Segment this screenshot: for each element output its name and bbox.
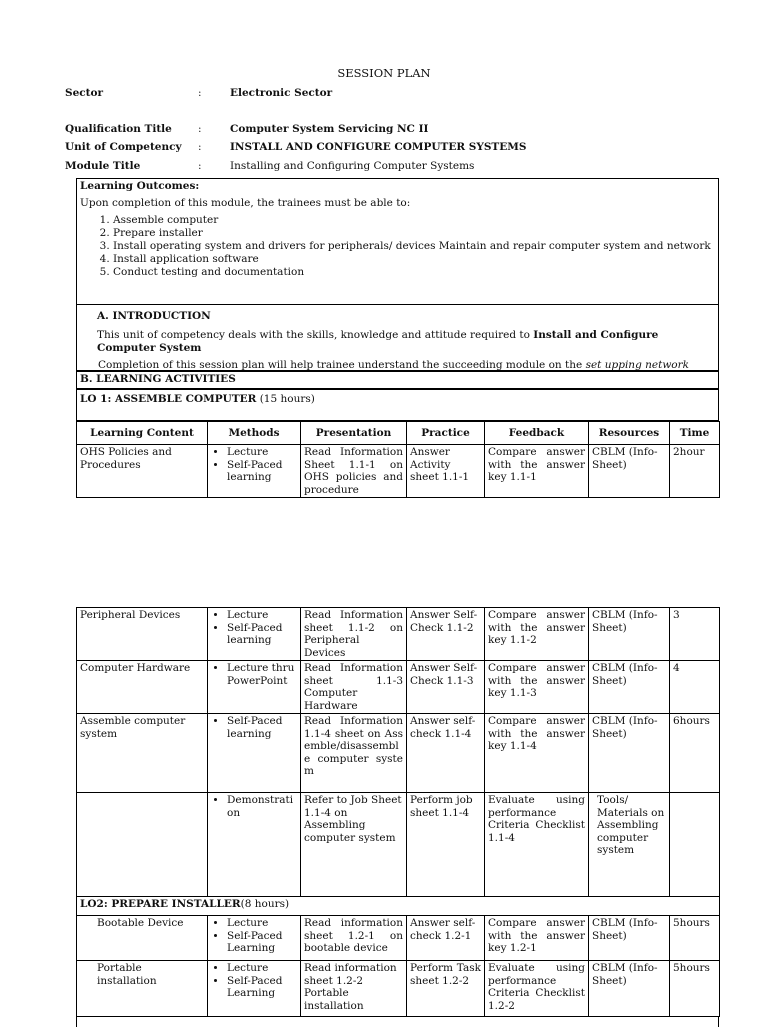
introduction-body-2 [98,359,689,371]
meta-value: Installing and Configuring Computer Systems [230,160,475,172]
cell-resources: CBLM (Info-Sheet) [589,445,670,498]
cell-methods [208,608,301,661]
page-title: SESSION PLAN [337,66,431,80]
cell-methods [208,661,301,714]
meta-colon: : [198,123,202,135]
cell-practice: Answer Self-Check 1.1-2 [407,608,485,661]
table-row [77,661,720,714]
outcome-item: 3. Install operating system and drivers for peripherals/ devices Maintain and repair computer system and network [113,240,711,253]
cell-resources: CBLM (Info-Sheet) [589,608,670,661]
cell-presentation: Read Information1.1-4 sheet on Assemble/disassemble computer system [301,714,407,793]
cell-time: 5hours [670,916,720,961]
cell-time [670,793,720,897]
cell-feedback: Evaluate using performance Criteria Checklist 1.2-2 [485,961,589,1017]
cell-methods [208,961,301,1017]
method-item: • Self-Paced learning [227,459,297,484]
cell-content: Portable installation [77,961,208,1017]
outcome-item: 4. Install application software [113,253,711,266]
introduction-italic: set upping network [585,359,690,371]
column-header: Feedback [485,422,589,445]
table-continuation [76,1017,719,1027]
cell-content: Computer Hardware [77,661,208,714]
cell-practice: Perform Task sheet 1.2-2 [407,961,485,1017]
cell-content: Assemble computer system [77,714,208,793]
learning-activities-heading: B. LEARNING ACTIVITIES [80,373,236,385]
cell-time: 4 [670,661,720,714]
cell-methods [208,916,301,961]
cell-presentation: Read Information Sheet 1.1-1 on OHS policies and procedure [301,445,407,498]
meta-label: Qualification Title [65,123,172,135]
outcome-item: 2. Prepare installer [113,227,711,240]
column-header: Methods [208,422,301,445]
lo1-hours: (15 hours) [256,393,315,405]
lo2-hours: (8 hours) [240,898,290,910]
cell-practice: Perform job sheet 1.1-4 [407,793,485,897]
method-item: • Self-Paced Learning [227,930,297,955]
cell-practice: Answer self-check 1.1-4 [407,714,485,793]
method-item: • Lecture [227,609,297,622]
lo2-label: LO2: PREPARE INSTALLER [80,898,241,910]
table-row [77,714,720,793]
table-row [77,793,720,897]
lo1-header [76,389,719,421]
meta-value: Electronic Sector [230,87,333,99]
cell-content: Peripheral Devices [77,608,208,661]
column-header: Learning Content [77,422,208,445]
cell-resources: CBLM (Info-Sheet) [589,714,670,793]
learning-outcomes-heading: Learning Outcomes: [80,180,200,192]
introduction-emphasis: Install and Configure Computer System [97,329,659,354]
cell-resources: Tools/ Materials on Assembling computer system [589,793,670,897]
cell-time: 3 [670,608,720,661]
introduction-body [97,329,717,355]
column-header: Presentation [301,422,407,445]
cell-resources: CBLM (Info-Sheet) [589,661,670,714]
cell-time: 2hour [670,445,720,498]
meta-value: INSTALL AND CONFIGURE COMPUTER SYSTEMS [230,141,527,153]
method-item: • Lecture [227,446,297,459]
cell-content: OHS Policies and Procedures [77,445,208,498]
cell-feedback: Evaluate using performance Criteria Checklist 1.1-4 [485,793,589,897]
method-item: • Self-Paced Learning [227,975,297,1000]
column-header: Practice [407,422,485,445]
table-row [77,608,720,661]
learning-activities-table-1 [76,421,720,498]
cell-presentation: Refer to Job Sheet 1.1-4 on Assembling computer system [301,793,407,897]
meta-value: Computer System Servicing NC II [230,123,429,135]
table-row [77,961,720,1017]
cell-methods [208,445,301,498]
column-header: Resources [589,422,670,445]
table-row [77,445,720,498]
cell-feedback: Compare answer with the answer key 1.1-2 [485,608,589,661]
cell-feedback: Compare answer with the answer key 1.1-4 [485,714,589,793]
method-item: • Self-Paced learning [227,622,297,647]
introduction-heading: A. INTRODUCTION [97,310,211,322]
cell-practice: Answer self-check 1.2-1 [407,916,485,961]
learning-outcomes-list [93,214,711,279]
lo2-header [77,897,720,916]
cell-methods [208,793,301,897]
cell-resources: CBLM (Info-Sheet) [589,961,670,1017]
column-header: Time [670,422,720,445]
cell-content [77,793,208,897]
method-item: • Self-Paced learning [227,715,297,740]
cell-feedback: Compare answer with the answer key 1.1-3 [485,661,589,714]
cell-presentation: Read Information sheet 1.1-2 on Peripheral Devices [301,608,407,661]
learning-outcomes-intro: Upon completion of this module, the trainees must be able to: [80,197,411,209]
cell-practice: Answer Activity sheet 1.1-1 [407,445,485,498]
meta-colon: : [198,141,202,153]
introduction-text: This unit of competency deals with the skills, knowledge and attitude required to [97,329,534,341]
cell-practice: Answer Self-Check 1.1-3 [407,661,485,714]
cell-presentation: Read information sheet 1.2-2 Portable installation [301,961,407,1017]
cell-resources: CBLM (Info-Sheet) [589,916,670,961]
learning-activities-table-2 [76,607,720,1017]
cell-presentation: Read Information sheet 1.1-3 Computer Hardware [301,661,407,714]
introduction-text-2: Completion of this session plan will help trainee understand the succeeding module on the [98,359,586,371]
method-item: • Lecture [227,917,297,930]
cell-time: 5hours [670,961,720,1017]
divider [77,304,718,305]
cell-feedback: Compare answer with the answer key 1.2-1 [485,916,589,961]
outcome-item: 5. Conduct testing and documentation [113,266,711,279]
table-row [77,916,720,961]
lo1-title [80,393,315,405]
method-item: • Lecture [227,962,297,975]
outcome-item: 1. Assemble computer [113,214,711,227]
meta-colon: : [198,87,202,99]
meta-label: Unit of Competency [65,141,182,153]
cell-content: Bootable Device [77,916,208,961]
cell-time: 6hours [670,714,720,793]
meta-label: Sector [65,87,104,99]
meta-label: Module Title [65,160,141,172]
cell-presentation: Read information sheet 1.2-1 on bootable device [301,916,407,961]
cell-feedback: Compare answer with the answer key 1.1-1 [485,445,589,498]
learning-outcomes-box [76,178,719,371]
lo2-row [77,897,720,916]
method-item: • Lecture thru PowerPoint [227,662,297,687]
lo1-label: LO 1: ASSEMBLE COMPUTER [80,393,257,405]
cell-methods [208,714,301,793]
method-item: • Demonstration [227,794,297,819]
table-header-row [77,422,720,445]
meta-colon: : [198,160,202,172]
learning-activities-header [76,371,719,389]
